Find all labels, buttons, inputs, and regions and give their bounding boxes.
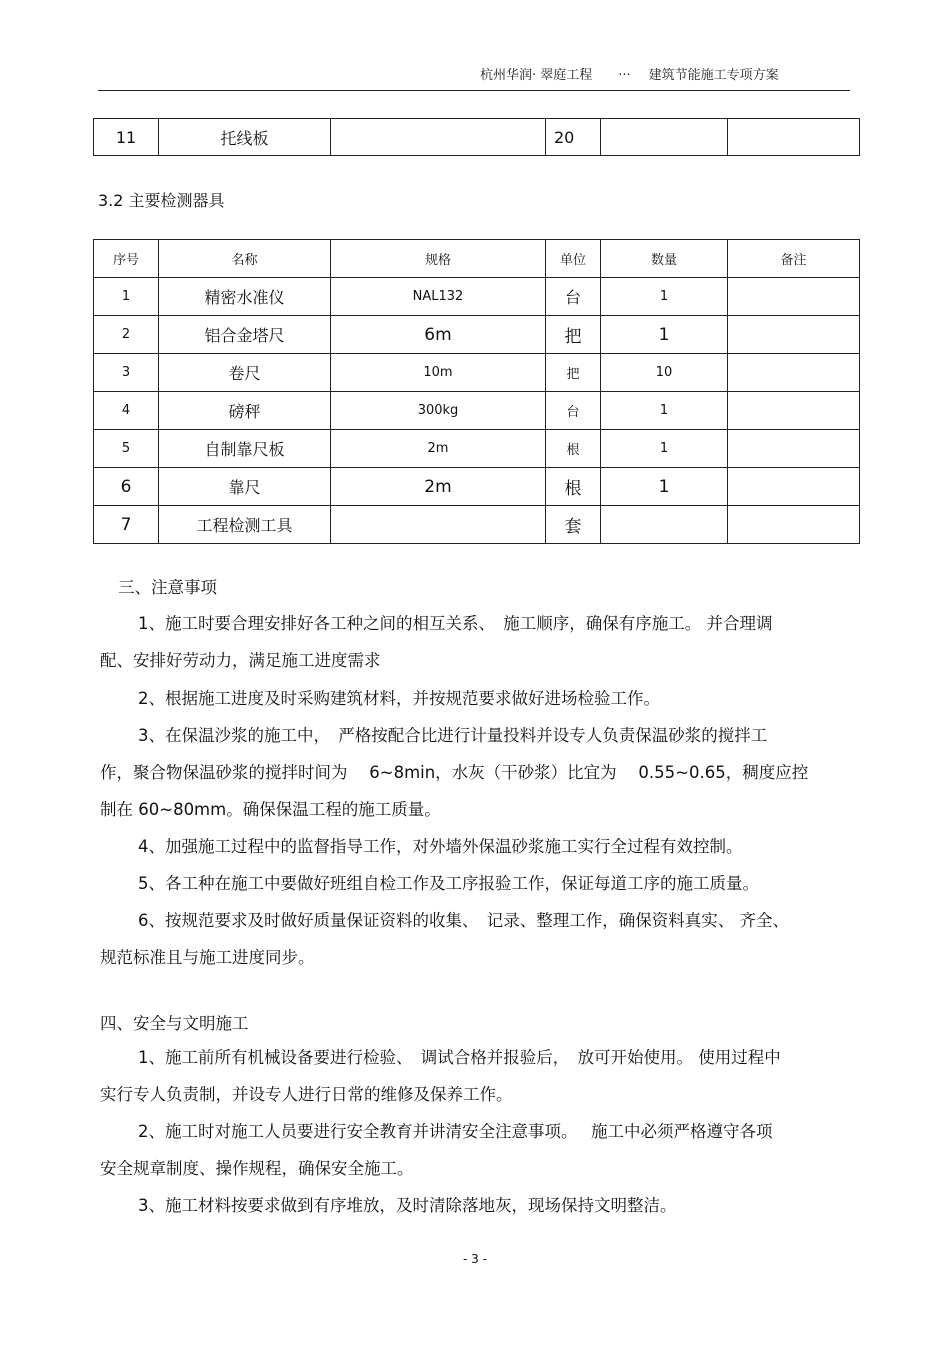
cell-qty: 1: [601, 278, 728, 316]
cell-note: [728, 278, 860, 316]
cell-qty: [601, 119, 728, 156]
column-header: 序号: [94, 240, 159, 278]
cell-note: [728, 506, 860, 544]
column-header: 单位: [546, 240, 601, 278]
cell-no: 4: [94, 392, 159, 430]
paragraph: [100, 1187, 850, 1224]
column-header: 备注: [728, 240, 860, 278]
cell-no: 3: [94, 354, 159, 392]
section-title-4: 四、安全与文明施工: [100, 1014, 249, 1033]
table-row: [94, 119, 860, 156]
text-line: 配、安排好劳动力，满足施工进度需求: [100, 651, 381, 670]
text-line: 6、按规范要求及时做好质量保证资料的收集、 记录、整理工作，确保资料真实、 齐全、: [138, 911, 789, 930]
cell-unit: 根: [546, 430, 601, 468]
header-dots: ···: [618, 68, 631, 83]
cell-spec: 6m: [331, 316, 546, 354]
cell-unit: 把: [546, 354, 601, 392]
header-project: 杭州华润· 翠庭工程: [480, 68, 593, 83]
table-row: [94, 278, 860, 316]
cell-name: 工程检测工具: [159, 506, 331, 544]
text-line: 3、施工材料按要求做到有序堆放，及时清除落地灰，现场保持文明整洁。: [138, 1196, 677, 1215]
paragraph: [100, 902, 850, 976]
cell-spec: [331, 119, 546, 156]
table-header-row: [94, 240, 860, 278]
table-row: [94, 316, 860, 354]
header-rule: [98, 90, 850, 91]
text-line: 1、施工前所有机械设备要进行检验、 调试合格并报验后， 放可开始使用。 使用过程中: [138, 1048, 781, 1067]
cell-qty: 10: [601, 354, 728, 392]
cell-unit: 台: [546, 392, 601, 430]
cell-no: 6: [94, 468, 159, 506]
cell-spec: [331, 506, 546, 544]
table-row: [94, 430, 860, 468]
section-title-3-2: 3.2 主要检测器具: [98, 191, 225, 210]
instruments-table: [93, 239, 860, 544]
cell-name: 自制靠尺板: [159, 430, 331, 468]
table-row: [94, 506, 860, 544]
cell-qty: [601, 506, 728, 544]
cell-qty: 1: [601, 392, 728, 430]
column-header: 规格: [331, 240, 546, 278]
table-row: [94, 468, 860, 506]
text-line: 作，聚合物保温砂浆的搅拌时间为 6~8min，水灰（干砂浆）比宜为 0.55~0.65，稠度应控: [100, 763, 809, 782]
table-row: [94, 392, 860, 430]
text-line: 2、施工时对施工人员要进行安全教育并讲清安全注意事项。 施工中必须严格遵守各项: [138, 1122, 773, 1141]
cell-note: [728, 354, 860, 392]
cell-name: 卷尺: [159, 354, 331, 392]
cell-unit: 根: [546, 468, 601, 506]
cell-qty: 1: [601, 316, 728, 354]
cell-spec: 2m: [331, 430, 546, 468]
cell-spec: NAL132: [331, 278, 546, 316]
paragraph: [100, 717, 850, 828]
cell-no: 2: [94, 316, 159, 354]
paragraph: [100, 828, 850, 865]
cell-name: 铝合金塔尺: [159, 316, 331, 354]
cell-qty: 1: [601, 430, 728, 468]
cell-name: 磅秤: [159, 392, 331, 430]
column-header: 名称: [159, 240, 331, 278]
header-doc-title: 建筑节能施工专项方案: [648, 68, 779, 83]
text-line: 制在 60~80mm。确保保温工程的施工质量。: [100, 800, 441, 819]
cell-note: [728, 392, 860, 430]
cell-no: 11: [94, 119, 159, 156]
cell-unit: 套: [546, 506, 601, 544]
cell-spec: 10m: [331, 354, 546, 392]
cell-note: [728, 430, 860, 468]
paragraph: [100, 680, 850, 717]
paragraph: [100, 605, 850, 679]
cell-no: 1: [94, 278, 159, 316]
paragraph: [100, 865, 850, 902]
text-line: 实行专人负责制，并设专人进行日常的维修及保养工作。: [100, 1085, 513, 1104]
text-line: 3、在保温沙浆的施工中， 严格按配合比进行计量投料并设专人负责保温砂浆的搅拌工: [138, 726, 768, 745]
text-line: 5、各工种在施工中要做好班组自检工作及工序报验工作，保证每道工序的施工质量。: [138, 874, 759, 893]
cell-note: [728, 468, 860, 506]
cell-no: 7: [94, 506, 159, 544]
cell-name: 托线板: [159, 119, 331, 156]
text-line: 4、加强施工过程中的监督指导工作，对外墙外保温砂浆施工实行全过程有效控制。: [138, 837, 743, 856]
cell-spec: 300kg: [331, 392, 546, 430]
previous-table: [93, 118, 860, 156]
section-title-3: 三、注意事项: [118, 578, 217, 597]
page-number: - 3 -: [463, 1252, 487, 1266]
cell-unit: 台: [546, 278, 601, 316]
text-line: 1、施工时要合理安排好各工种之间的相互关系、 施工顺序，确保有序施工。 并合理调: [138, 614, 773, 633]
column-header: 数量: [601, 240, 728, 278]
paragraph: [100, 1113, 850, 1187]
text-line: 规范标准且与施工进度同步。: [100, 948, 315, 967]
text-line: 安全规章制度、操作规程，确保安全施工。: [100, 1159, 414, 1178]
page-header: [480, 64, 779, 83]
cell-name: 精密水准仪: [159, 278, 331, 316]
text-line: 2、根据施工进度及时采购建筑材料，并按规范要求做好进场检验工作。: [138, 689, 660, 708]
cell-name: 靠尺: [159, 468, 331, 506]
cell-qty: 1: [601, 468, 728, 506]
cell-unit: 20: [546, 119, 601, 156]
paragraph: [100, 1039, 850, 1113]
cell-unit: 把: [546, 316, 601, 354]
table-row: [94, 354, 860, 392]
cell-note: [728, 316, 860, 354]
cell-note: [728, 119, 860, 156]
cell-no: 5: [94, 430, 159, 468]
cell-spec: 2m: [331, 468, 546, 506]
